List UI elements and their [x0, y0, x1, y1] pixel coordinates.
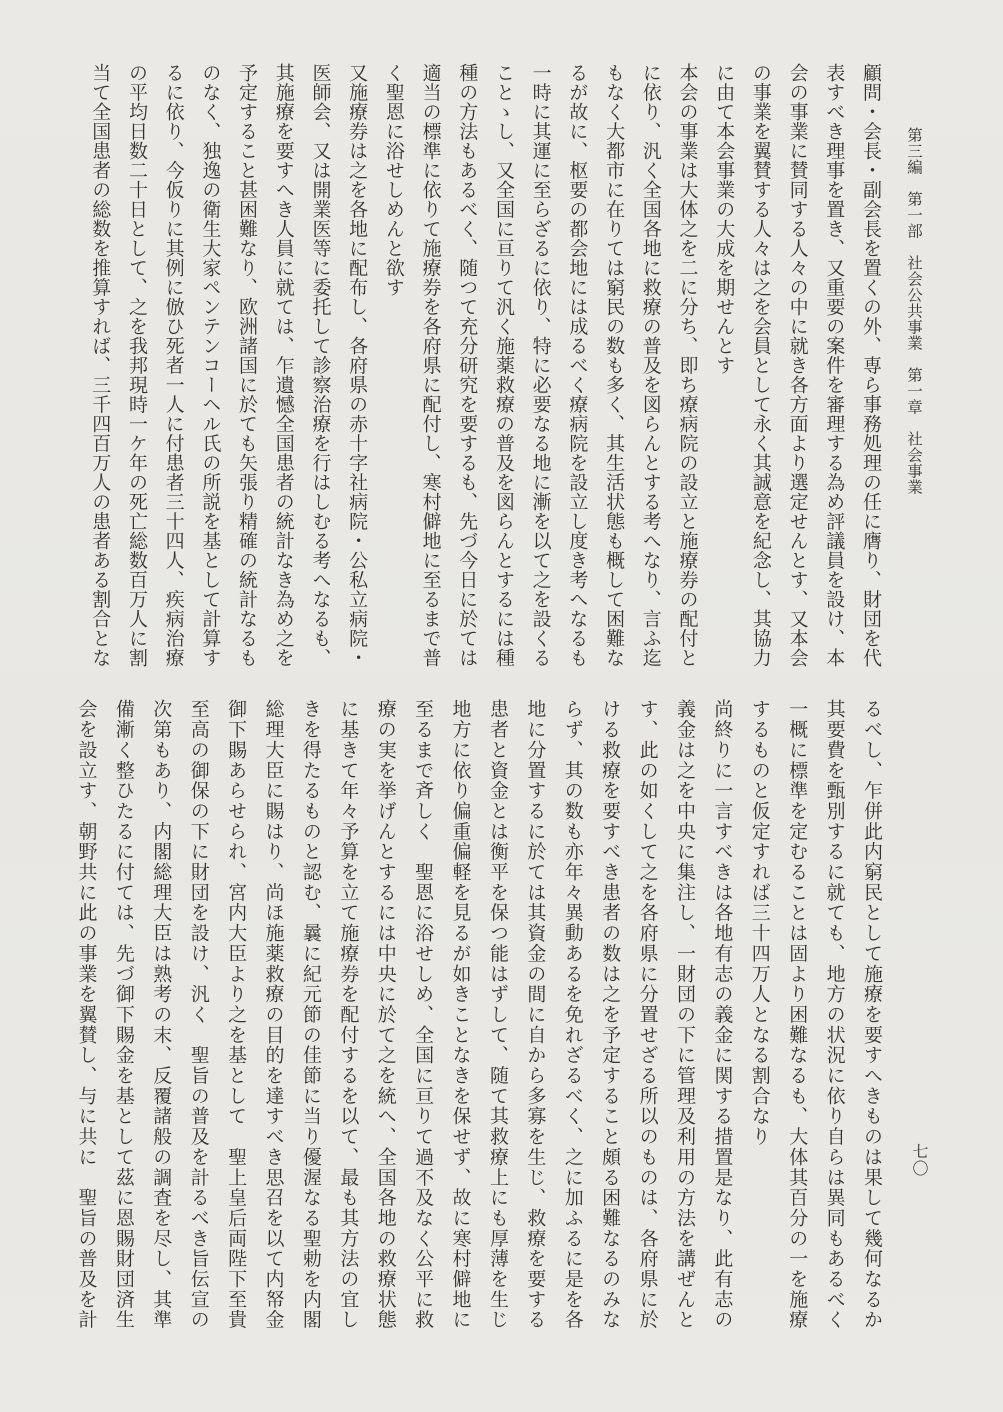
text-column: 御下賜あらせられ、宮内大臣より之を基として 聖上皇后両陛下至貴	[225, 699, 247, 1330]
text-column: 其要費を甄別するに就ても、地方の状況に依り自らは異同もあるべく	[823, 699, 845, 1330]
text-column: 会を設立す、朝野共に此の事業を翼賛し、与に共に 聖旨の普及を計	[75, 699, 97, 1330]
text-column: るに依り、今仮りに其例に倣ひ死者一人に付患者三十四人、疾病治療	[162, 63, 184, 668]
text-column: す、此の如くして之を各府県に分置せざる所以のものは、各府県に於	[636, 699, 658, 1330]
text-column: 医師会、又は開業医等に委托して診察治療を行はしむる考へなるも、	[309, 63, 331, 668]
text-column: ことゝし、又全国に亘りて汎く施薬救療の普及を図らんとするには種	[492, 63, 514, 668]
text-column: ける救療を要すべき患者の数は之を予定すること頗る困難なるのみな	[599, 699, 621, 1330]
chapter-header: 第三編 第一部 社会公共事業 第一章 社会事業	[905, 127, 922, 495]
text-column: 本会の事業は大体之を二に分ち、即ち療病院の設立と施療券の配付と	[676, 63, 698, 668]
text-block-lower	[67, 699, 890, 1330]
text-column: 予定すること甚困難なり、欧洲諸国に於ても矢張り精確の統計なるも	[236, 63, 258, 668]
text-column: 顧問・会長・副会長を置くの外、専ら事務処理の任に膺り、財団を代	[860, 63, 881, 668]
text-column: の事業を翼賛する人々は之を会員として永く其誠意を紀念し、其協力	[749, 63, 771, 668]
text-column: 備漸く整ひたるに付ては、先づ御下賜金を基として茲に恩賜財団済生	[112, 699, 134, 1330]
text-column: るが故に、枢要の都会地には成るべく療病院を設立し度き考へなるも	[566, 63, 588, 668]
text-column: に依り、汎く全国各地に救療の普及を図らんとする考へなり、言ふ迄	[639, 63, 661, 668]
text-column: 患者と資金とは衡平を保つ能はずして、随て其救療上にも厚薄を生じ	[486, 699, 508, 1330]
text-column: るべし、乍併此内窮民として施療を要すへきものは果して幾何なるか	[861, 699, 882, 1330]
text-column: 義金は之を中央に集注し、一財団の下に管理及利用の方法を講ぜんと	[673, 699, 695, 1330]
text-column: するものと仮定すれば三十四万人となる割合なり	[748, 699, 770, 1147]
text-column: に基きて年々予算を立て施療券を配付するを以て、最も其方法の宜し	[337, 699, 359, 1330]
text-column: らず、其の数も亦年々異動あるを免れざるべく、之に加ふるに是を各	[561, 699, 583, 1330]
text-column: もなく大都市に在りては窮民の数も多く、其生活状態も概して困難な	[603, 63, 625, 668]
text-column: 会の事業に賛同する人々の中に就き各方面より選定せんとす、又本会	[786, 63, 808, 668]
text-column: 次第もあり、内閣総理大臣は熟考の末、反覆諸般の調査を尽し、其準	[150, 699, 172, 1330]
text-column: きを得たるものと認む、曩に紀元節の佳節に当り優渥なる聖勅を内閣	[299, 699, 321, 1330]
text-column: 地方に依り偏重偏軽を見るが如きことなきを保せず、故に寒村僻地に	[449, 699, 471, 1330]
text-column: 至高の御保の下に財団を設け、汎く 聖旨の普及を計るべき旨伝宣の	[187, 699, 209, 1330]
text-column: 至るまで斉しく 聖恩に浴せしめ、全国に亘りて過不及なく公平に救	[412, 699, 434, 1330]
text-column: 適当の標準に依りて施療券を各府県に配付し、寒村僻地に至るまで普	[419, 63, 441, 668]
text-column: 其施療を要すへき人員に就ては、乍遺憾全国患者の統計なき為め之を	[272, 63, 294, 668]
text-column: 療の実を挙げんとするには中央に於て之を統へ、全国各地の救療状態	[374, 699, 396, 1330]
text-column: 尚終りに一言すべきは各地有志の義金に関する措置是なり、此有志の	[711, 699, 733, 1330]
text-column: 一時に其運に至らざるに依り、特に必要なる地に漸を以て之を設くる	[529, 63, 551, 668]
text-column: 総理大臣に賜はり、尚ほ施薬救療の目的を達すべき思召を以て内帑金	[262, 699, 284, 1330]
text-column: のなく、独逸の衛生大家ペンテンコーヘル氏の所説を基として計算す	[199, 63, 221, 668]
text-column: 表すべき理事を置き、又重要の案件を審理する為め評議員を設け、本	[823, 63, 845, 668]
text-column: に由て本会事業の大成を期せんとす	[713, 63, 735, 375]
text-column: 又施療券は之を各地に配布し、各府県の赤十字社病院・公私立病院・	[346, 63, 368, 668]
text-column: の平均日数二十日として、之を我邦現時一ケ年の死亡総数百万人に割	[125, 63, 147, 668]
text-column: く聖恩に浴せしめんと欲す	[382, 63, 404, 297]
page-number: 七〇	[910, 1143, 927, 1177]
text-column: 当て全国患者の総数を推算すれば、三千四百万人の患者ある割合とな	[89, 63, 111, 668]
text-column: 種の方法もあるべく、随つて充分研究を要するも、先づ今日に於ては	[456, 63, 478, 668]
text-column: 一概に標準を定むることは固より困難なるも、大体其百分の一を施療	[786, 699, 808, 1330]
text-block-upper	[81, 63, 888, 668]
text-column: 地に分置するに於ては其資金の間に自から多寡を生じ、救療を要する	[524, 699, 546, 1330]
